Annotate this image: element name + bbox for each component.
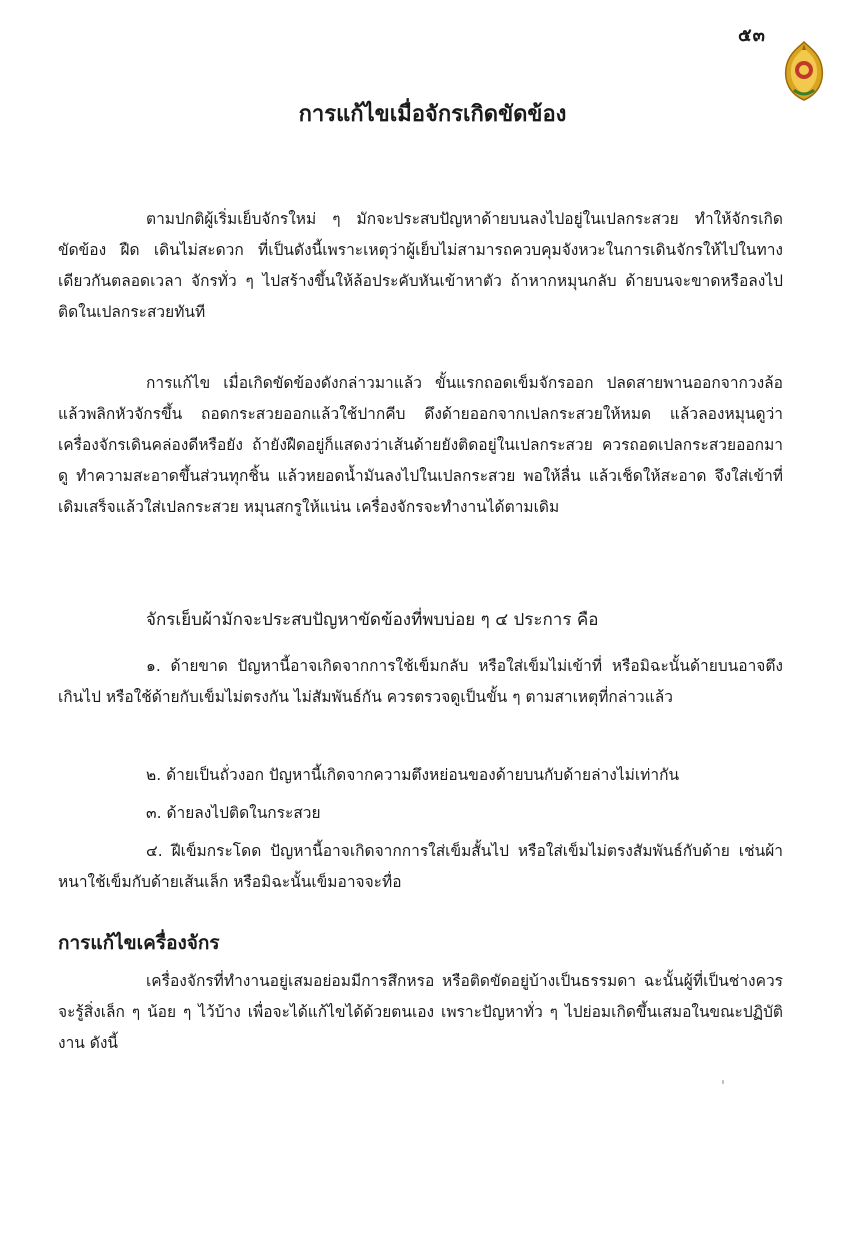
- problems-intro: จักรเย็บผ้ามักจะประสบปัญหาขัดข้องที่พบบ่อย ๆ ๔ ประการ คือ: [146, 610, 599, 630]
- problem-item-2: ๒. ด้ายเป็นถั่วงอก ปัญหานี้เกิดจากความตึงหย่อนของด้ายบนกับด้ายล่างไม่เท่ากัน: [146, 766, 680, 784]
- section-heading: การแก้ไขเครื่องจักร: [58, 932, 220, 954]
- crest-emblem-icon: [780, 40, 828, 102]
- section-paragraph: เครื่องจักรที่ทำงานอยู่เสมอย่อมมีการสึกหรอ หรือติดขัดอยู่บ้างเป็นธรรมดา ฉะนั้นผู้ที่เป็นช่างควรจะรู้สิ่งเล็ก ๆ น้อย ๆ ไว้บ้าง เพื่อจะได้แก้ไขได้ด้วยตนเอง เพราะปัญหาทั่ว ๆ ไปย่อมเกิดขึ้นเสมอในขณะปฏิบัติงาน ดังนี้: [58, 972, 783, 1052]
- paragraph-fix: การแก้ไข เมื่อเกิดขัดข้องดังกล่าวมาแล้ว ขั้นแรกถอดเข็มจักรออก ปลดสายพานออกจากวงล้อ แล้วพลิกหัวจักรขึ้น ถอดกระสวยออกแล้วใช้ปากคีบ ดึงด้ายออกจากเปลกระสวยให้หมด แล้วลองหมุนดูว่าเครื่องจักรเดินคล่องดีหรือยัง ถ้ายังฝืดอยู่ก็แสดงว่าเส้นด้ายยังติดอยู่ในเปลกระสวย ควรถอดเปลกระสวยออกมาดู ทำความสะอาดขึ้นส่วนทุกชิ้น แล้วหยอดน้ำมันลงไปในเปลกระสวย พอให้ลื่น แล้วเช็ดให้สะอาด จึงใส่เข้าที่เดิมเสร็จแล้วใส่เปลกระสวย หมุนสกรูให้แน่น เครื่องจักรจะทำงานได้ตามเดิม: [58, 374, 783, 516]
- problem-item-1: ๑. ด้ายขาด ปัญหานี้อาจเกิดจากการใช้เข็มกลับ หรือใส่เข็มไม่เข้าที่ หรือมิฉะนั้นด้ายบนอาจตึงเกินไป หรือใช้ด้ายกับเข็มไม่ตรงกัน ไม่สัมพันธ์กัน ควรตรวจดูเป็นขั้น ๆ ตามสาเหตุที่กล่าวแล้ว: [58, 657, 783, 706]
- page-title: การแก้ไขเมื่อจักรเกิดขัดข้อง: [298, 102, 567, 127]
- page-number: ๕๓: [738, 25, 766, 46]
- problem-item-4: ๔. ฝีเข็มกระโดด ปัญหานี้อาจเกิดจากการใส่เข็มสั้นไป หรือใส่เข็มไม่ตรงสัมพันธ์กับด้าย เช่นผ้าหนาใช้เข็มกับด้ายเส้นเล็ก หรือมิฉะนั้นเข็มอาจจะทื่อ: [58, 842, 783, 891]
- paragraph-cause: ตามปกติผู้เริ่มเย็บจักรใหม่ ๆ มักจะประสบปัญหาด้ายบนลงไปอยู่ในเปลกระสวย ทำให้จักรเกิดขัดข้อง ฝืด เดินไม่สะดวก ที่เป็นดังนี้เพราะเหตุว่าผู้เย็บไม่สามารถควบคุมจังหวะในการเดินจักรให้ไปในทางเดียวกันตลอดเวลา จักรทั่ว ๆ ไปสร้างขึ้นให้ล้อประคับหันเข้าหาตัว ถ้าหากหมุนกลับ ด้ายบนจะขาดหรือลงไปติดในเปลกระสวยทันที: [58, 210, 783, 321]
- problem-item-3: ๓. ด้ายลงไปติดในกระสวย: [146, 804, 321, 822]
- scan-speck: [722, 1080, 724, 1084]
